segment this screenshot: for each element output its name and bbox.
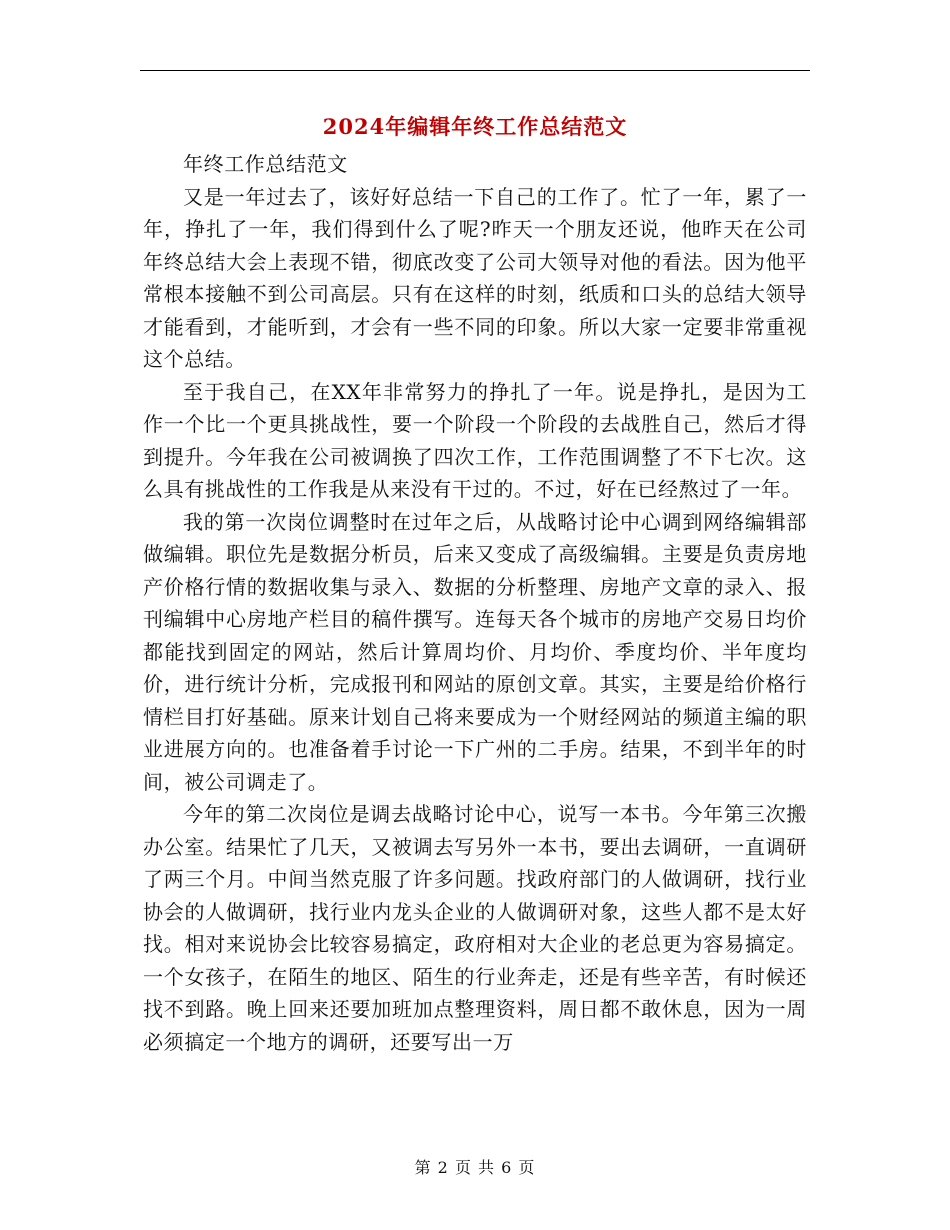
- body-paragraph: 至于我自己，在XX年非常努力的挣扎了一年。说是挣扎，是因为工作一个比一个更具挑战性，要一个阶段一个阶段的去战胜自己，然后才得到提升。今年我在公司被调换了四次工作，工作范围调整了不下七次。这么具有挑战性的工作我是从来没有干过的。不过，好在已经熬过了一年。: [143, 379, 807, 501]
- body-paragraph: 我的第一次岗位调整时在过年之后，从战略讨论中心调到网络编辑部做编辑。职位先是数据分析员，后来又变成了高级编辑。主要是负责房地产价格行情的数据收集与录入、数据的分析整理、房地产文章的录入、报刊编辑中心房地产栏目的稿件撰写。连每天各个城市的房地产交易日均价都能找到固定的网站，然后计算周均价、月均价、季度均价、半年度均价，进行统计分析，完成报刊和网站的原创文章。其实，主要是给价格行情栏目打好基础。原来计划自己将来要成为一个财经网站的频道主编的职业进展方向的。也准备着手讨论一下广州的二手房。结果，不到半年的时间，被公司调走了。: [143, 509, 807, 794]
- body-paragraph: 又是一年过去了，该好好总结一下自己的工作了。忙了一年，累了一年，挣扎了一年，我们得到什么了呢?昨天一个朋友还说，他昨天在公司年终总结大会上表现不错，彻底改变了公司大领导对他的看法。因为他平常根本接触不到公司高层。只有在这样的时刻，纸质和口头的总结大领导才能看到，才能听到，才会有一些不同的印象。所以大家一定要非常重视这个总结。: [143, 184, 807, 371]
- document-title: 2024年编辑年终工作总结范文: [322, 114, 628, 139]
- subtitle-paragraph: 年终工作总结范文: [183, 152, 348, 176]
- header-rule: [140, 70, 810, 71]
- page-number: 第 2 页 共 6 页: [414, 1158, 536, 1177]
- document-body: [143, 148, 807, 1058]
- body-paragraph: 今年的第二次岗位是调去战略讨论中心，说写一本书。今年第三次搬办公室。结果忙了几天，又被调去写另外一本书，要出去调研，一直调研了两三个月。中间当然克服了许多问题。找政府部门的人做调研，找行业协会的人做调研，找行业内龙头企业的人做调研对象，这些人都不是太好找。相对来说协会比较容易搞定，政府相对大企业的老总更为容易搞定。一个女孩子，在陌生的地区、陌生的行业奔走，还是有些辛苦，有时候还找不到路。晚上回来还要加班加点整理资料，周日都不敢休息，因为一周必须搞定一个地方的调研，还要写出一万: [143, 802, 807, 1054]
